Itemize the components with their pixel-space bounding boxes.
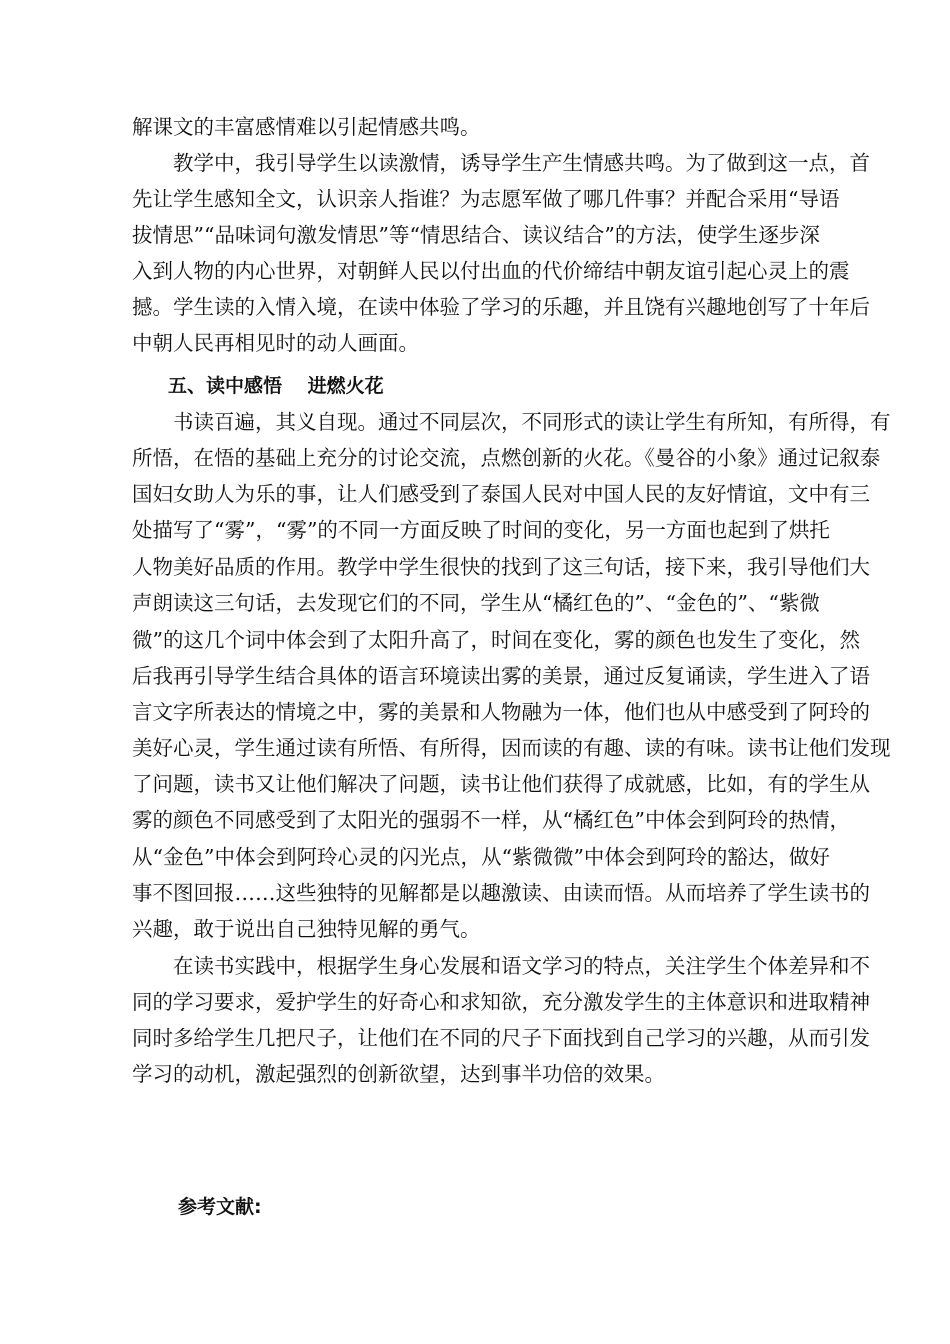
paragraph-line: 解课文的丰富感情难以引起情感共鸣。 [132,115,481,139]
paragraph-line: 所悟，在悟的基础上充分的讨论交流，点燃创新的火花。《曼谷的小象》通过记叙泰 [132,446,881,470]
paragraph-line: 人物美好品质的作用。教学中学生很快的找到了这三句话，接下来，我引导他们大 [132,555,870,579]
paragraph-line: 同的学习要求，爱护学生的好奇心和求知欲，充分激发学生的主体意识和进取精神 [132,990,870,1014]
paragraph-line: 书读百遍，其义自现。通过不同层次，不同形式的读让学生有所知，有所得，有 [173,410,891,434]
paragraph-line: 了问题，读书又让他们解决了问题，读书让他们获得了成就感，比如，有的学生从 [132,772,870,796]
paragraph-line: 后我再引导学生结合具体的语言环境读出雾的美景，通过反复诵读，学生进入了语 [132,664,870,688]
paragraph-line: 雾的颜色不同感受到了太阳光的强弱不一样，从“橘红色”中体会到阿玲的热情， [132,808,850,832]
paragraph-line: 同时多给学生几把尺子，让他们在不同的尺子下面找到自己学习的兴趣，从而引发 [132,1026,870,1050]
paragraph-line: 中朝人民再相见时的动人画面。 [132,331,419,355]
paragraph-line: 微”的这几个词中体会到了太阳升高了，时间在变化，雾的颜色也发生了变化，然 [132,628,860,652]
paragraph-line: 处描写了“雾”，“雾”的不同一方面反映了时间的变化，另一方面也起到了烘托 [132,518,830,542]
paragraph-line: 教学中，我引导学生以读激情，诱导学生产生情感共鸣。为了做到这一点，首 [173,151,870,175]
paragraph-line: 在读书实践中，根据学生身心发展和语文学习的特点，关注学生个体差异和不 [173,954,870,978]
paragraph-line: 撼。学生读的入情入境，在读中体验了学习的乐趣，并且饶有兴趣地创写了十年后 [132,295,870,319]
paragraph-line: 美好心灵，学生通过读有所悟、有所得，因而读的有趣、读的有味。读书让他们发现 [132,736,891,760]
paragraph-line: 言文字所表达的情境之中，雾的美景和人物融为一体，他们也从中感受到了阿玲的 [132,700,870,724]
paragraph-line: 拔情思”“品味词句激发情思”等“情思结合、读议结合”的方法，使学生逐步深 [132,223,820,247]
paragraph-line: 学习的动机，激起强烈的创新欲望，达到事半功倍的效果。 [132,1062,665,1086]
section-heading: 五、读中感悟 进燃火花 [168,375,384,397]
paragraph-line: 声朗读这三句话，去发现它们的不同，学生从“橘红色的”、“金色的”、“紫微 [132,591,820,615]
paragraph-line: 入到人物的内心世界，对朝鲜人民以付出血的代价缔结中朝友谊引起心灵上的震 [132,259,850,283]
paragraph-line: 先让学生感知全文，认识亲人指谁？为志愿军做了哪几件事？并配合采用“导语 [132,187,840,211]
paragraph-line: 从“金色”中体会到阿玲心灵的闪光点，从“紫微微”中体会到阿玲的豁达，做好 [132,845,830,869]
paragraph-line: 国妇女助人为乐的事，让人们感受到了泰国人民对中国人民的友好情谊，文中有三 [132,482,870,506]
paragraph-line: 兴趣，敢于说出自己独特见解的勇气。 [132,917,481,941]
references-heading: 参考文献: [178,1196,262,1218]
paragraph-line: 事不图回报……这些独特的见解都是以趣激读、由读而悟。从而培养了学生读书的 [132,881,870,905]
